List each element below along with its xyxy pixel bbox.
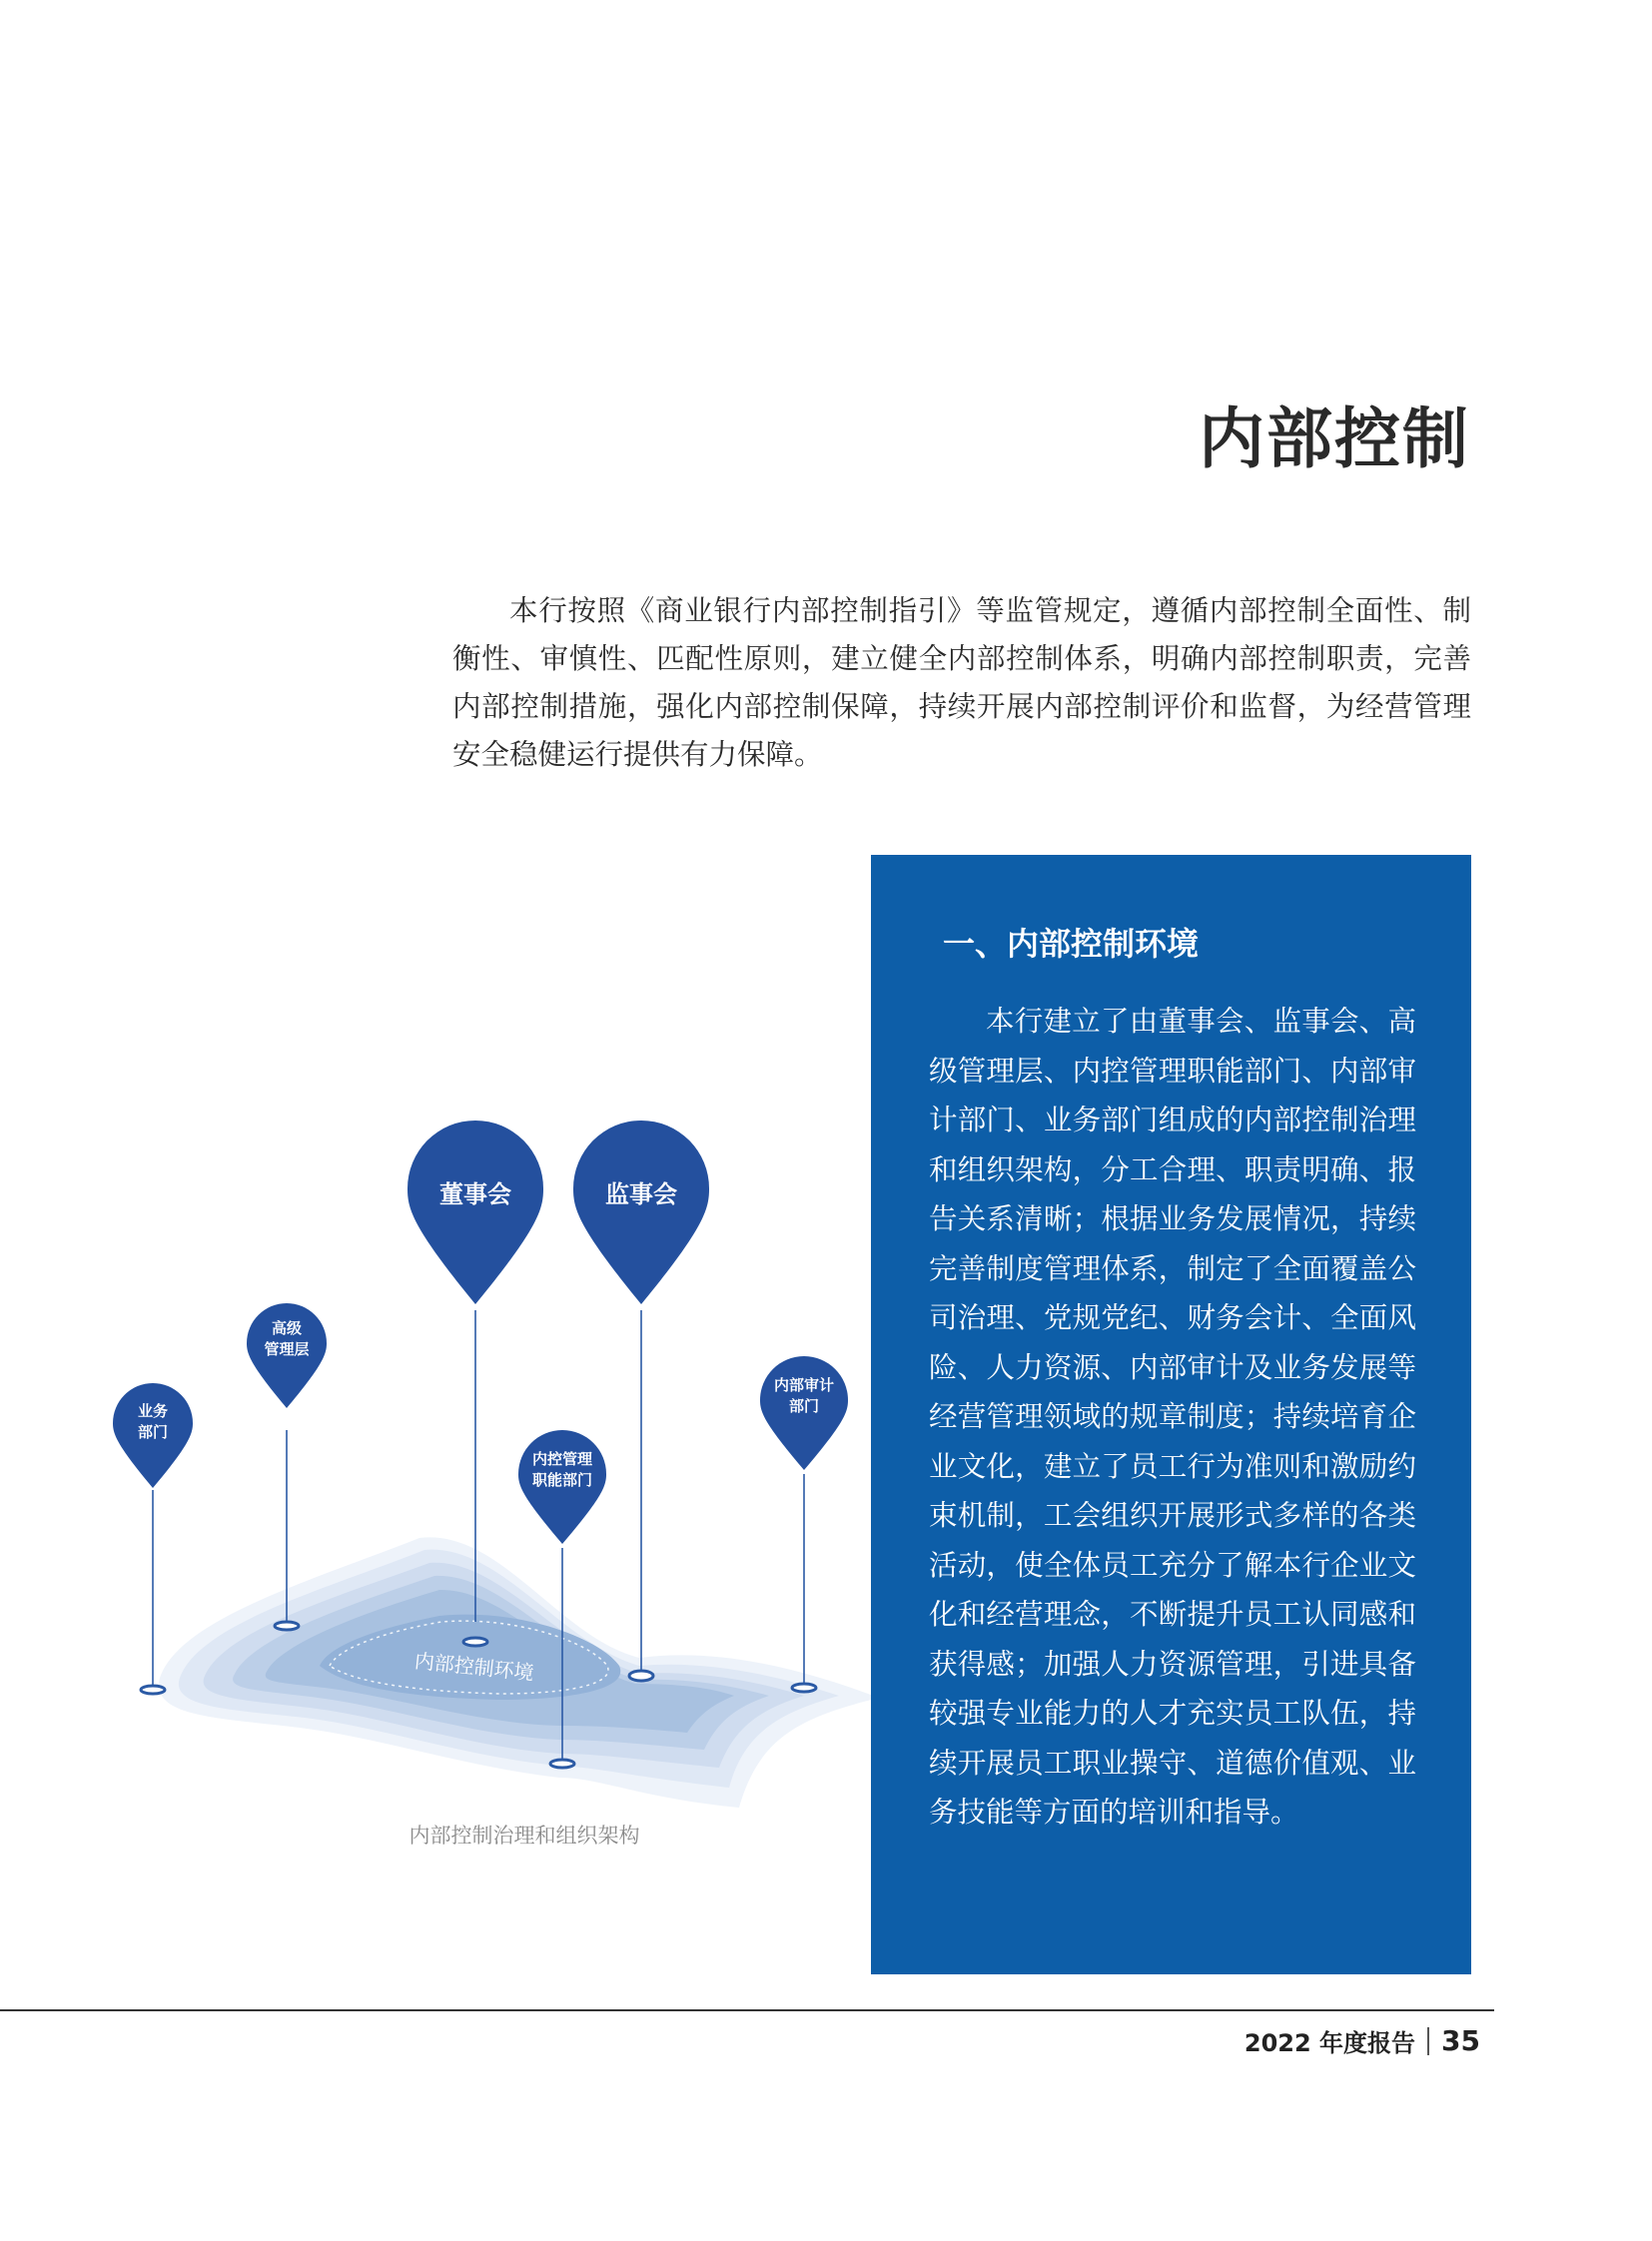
- pin-ic-mgmt-line2: 职能部门: [531, 1471, 593, 1489]
- pin-business-line2: 部门: [137, 1423, 169, 1441]
- pin-senior-mgmt-line2: 管理层: [264, 1340, 310, 1358]
- contour-base: [159, 1537, 879, 1808]
- pin-senior-mgmt: [247, 1303, 327, 1408]
- pin-business-line1: 业务: [137, 1402, 169, 1420]
- diagram-caption: 内部控制治理和组织架构: [409, 1824, 640, 1848]
- page-number: 35: [1441, 2024, 1480, 2057]
- footer-separator: [1427, 2027, 1429, 2055]
- page-title: 内部控制: [1199, 399, 1470, 477]
- pin-audit: [760, 1356, 848, 1470]
- pin-ic-mgmt-line1: 内控管理: [531, 1450, 593, 1468]
- center-label: 内部控制环境: [413, 1648, 535, 1686]
- pin-supervisors-label: 监事会: [605, 1180, 677, 1208]
- pin-business: [113, 1383, 193, 1488]
- page-footer: [1244, 2023, 1480, 2058]
- org-structure-diagram: [0, 1079, 879, 1818]
- pin-supervisors: [573, 1120, 709, 1304]
- pin-audit-line1: 内部审计: [773, 1376, 835, 1394]
- pin-ic-mgmt: [518, 1430, 606, 1544]
- internal-control-environment-panel: [871, 855, 1471, 1974]
- footer-rule: [0, 2009, 1494, 2011]
- intro-paragraph: 本行按照《商业银行内部控制指引》等监管规定，遵循内部控制全面性、制衡性、审慎性、匹配性原则，建立健全内部控制体系，明确内部控制职责，完善内部控制措施，强化内部控制保障，持续开展内部控制评价和监督，为经营管理安全稳健运行提供有力保障。: [452, 594, 1471, 771]
- report-label: 2022 年度报告: [1243, 2029, 1416, 2057]
- panel-body: 本行建立了由董事会、监事会、高级管理层、内控管理职能部门、内部审计部门、业务部门组成的内部控制治理和组织架构，分工合理、职责明确、报告关系清晰；根据业务发展情况，持续完善制度管理体系，制定了全面覆盖公司治理、党规党纪、财务会计、全面风险、人力资源、内部审计及业务发展等经营管理领域的规章制度；持续培育企业文化，建立了员工行为准则和激励约束机制，工会组织开展形式多样的各类活动，使全体员工充分了解本行企业文化和经营理念，不断提升员工认同感和获得感；加强人力资源管理，引进具备较强专业能力的人才充实员工队伍，持续开展员工职业操守、道德价值观、业务技能等方面的培训和指导。: [929, 1005, 1416, 1829]
- pin-board-label: 董事会: [439, 1180, 511, 1208]
- pin-board: [408, 1120, 543, 1304]
- pin-audit-line2: 部门: [788, 1397, 820, 1415]
- panel-heading: 一、内部控制环境: [943, 925, 1200, 963]
- pin-senior-mgmt-line1: 高级: [271, 1319, 303, 1337]
